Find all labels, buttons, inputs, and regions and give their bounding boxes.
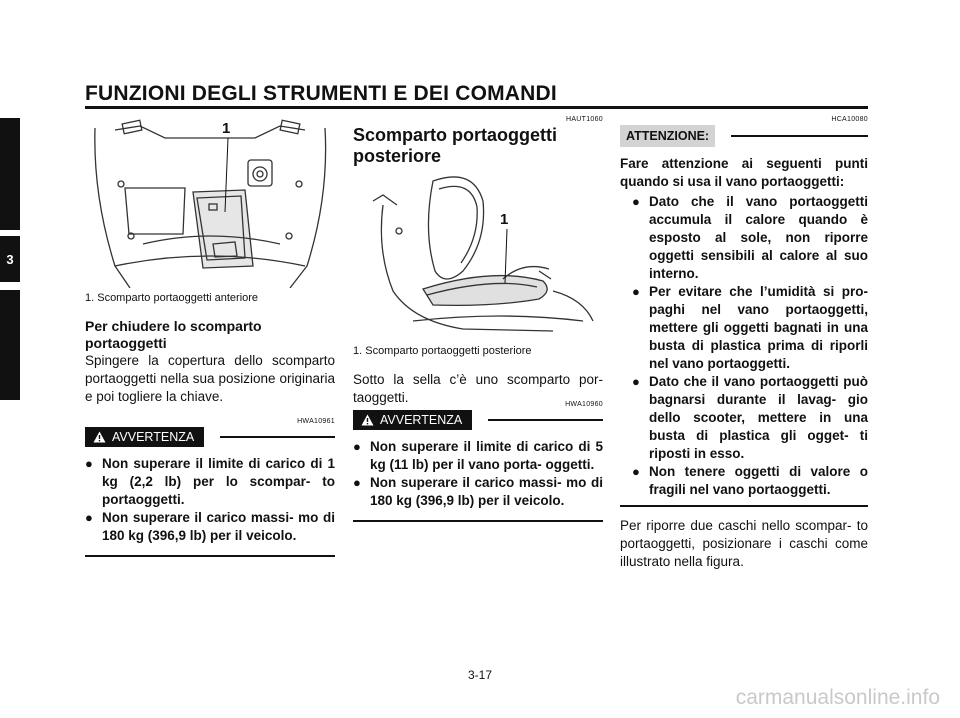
warning-triangle-icon <box>93 431 106 443</box>
section-code: HAUT1060 <box>565 116 603 123</box>
warning-code: HWA10960 <box>565 401 603 408</box>
front-figure-callout: 1 <box>222 120 231 137</box>
warning-label: AVVERTENZA <box>380 413 463 427</box>
close-compartment-text: Spingere la copertura dello scomparto portaoggetti nella sua posizione originaria e poi togliere la chiave. <box>85 353 335 404</box>
attention-badge: ATTENZIONE: <box>620 125 715 147</box>
attention-rule <box>731 135 868 137</box>
rear-figure-caption: 1. Scomparto portaoggetti posteriore <box>353 345 532 357</box>
warning-list <box>85 455 335 545</box>
front-compartment-illustration <box>85 116 335 288</box>
warning-item: ● Non superare il limite di carico di 5 kg (11 lb) per il vano porta- oggetti. <box>353 439 603 472</box>
helmets-text: Per riporre due caschi nello scompar- to portaoggetti, posizionare i caschi come illustrato nella figura. <box>620 517 868 569</box>
front-compartment-figure <box>85 116 335 288</box>
rear-compartment-heading: Scomparto portaoggetti posteriore <box>353 125 558 166</box>
attention-end-rule <box>620 505 868 507</box>
warning-triangle-icon <box>361 414 374 426</box>
rear-compartment-text: Sotto la sella c’è uno scomparto por- taoggetti. <box>353 372 603 405</box>
attention-intro: Fare attenzione ai seguenti punti quando si usa il vano portaoggetti: <box>620 156 868 189</box>
watermark: carmanualsonline.info <box>735 686 940 709</box>
warning-rule <box>220 436 335 438</box>
warning-header <box>353 410 603 430</box>
header-rule <box>85 106 868 109</box>
bullet-dot-icon: ● <box>353 439 361 454</box>
rear-compartment-illustration <box>353 171 603 339</box>
warning-rule <box>488 419 603 421</box>
column-middle <box>353 116 603 522</box>
warning-end-rule <box>353 520 603 522</box>
column-right <box>620 116 868 571</box>
bullet-dot-icon: ● <box>85 456 93 471</box>
warning-badge <box>353 410 472 430</box>
warning-code: HWA10961 <box>297 418 335 425</box>
attention-item: ● Dato che il vano portaoggetti accumula il calore quando è esposto al sole, non riporre oggetti sensibili al calore al suo interno. <box>632 194 868 281</box>
close-compartment-heading: Per chiudere lo scomparto portaoggetti <box>85 318 262 351</box>
attention-code: HCA10080 <box>831 116 868 123</box>
attention-item: ● Non tenere oggetti di valore o fragili nel vano portaoggetti. <box>632 464 868 497</box>
page-header-title: FUNZIONI DEGLI STRUMENTI E DEI COMANDI <box>85 82 557 105</box>
attention-header <box>620 125 868 147</box>
bullet-dot-icon: ● <box>85 510 93 525</box>
warning-header <box>85 427 335 447</box>
bullet-dot-icon: ● <box>632 374 640 389</box>
warning-end-rule <box>85 555 335 557</box>
column-left <box>85 116 335 557</box>
warning-item: ● Non superare il carico massi- mo di 180 kg (396,9 lb) per il veicolo. <box>353 475 603 508</box>
attention-item: ● Dato che il vano portaoggetti può bagnarsi durante il lavag- gio dello scooter, mettere in una busta di plastica gli ogget- ti riposti in esso. <box>632 374 868 461</box>
rear-figure-callout: 1 <box>500 211 509 228</box>
warning-label: AVVERTENZA <box>112 430 195 444</box>
bullet-dot-icon: ● <box>632 284 640 299</box>
warning-item: ● Non superare il carico massi- mo di 180 kg (396,9 lb) per il veicolo. <box>85 510 335 543</box>
page-number: 3-17 <box>467 668 493 682</box>
warning-badge <box>85 427 204 447</box>
chapter-stripe-top <box>0 118 20 230</box>
chapter-stripe-bottom <box>0 290 20 400</box>
chapter-tab: 3 <box>0 236 20 282</box>
bullet-dot-icon: ● <box>632 464 640 479</box>
front-figure-caption: 1. Scomparto portaoggetti anteriore <box>85 292 259 304</box>
bullet-dot-icon: ● <box>632 194 640 209</box>
warning-item: ● Non superare il limite di carico di 1 kg (2,2 lb) per lo scompar- to portaoggetti. <box>85 456 335 507</box>
warning-list <box>353 438 603 510</box>
rear-compartment-figure <box>353 171 603 339</box>
attention-item: ● Per evitare che l’umidità si pro- paghi nel vano portaoggetti, mettere gli oggetti bagnati in una busta di plastica prima di riporli nel vano portaoggetti. <box>632 284 868 371</box>
attention-list <box>620 193 868 499</box>
bullet-dot-icon: ● <box>353 475 361 490</box>
